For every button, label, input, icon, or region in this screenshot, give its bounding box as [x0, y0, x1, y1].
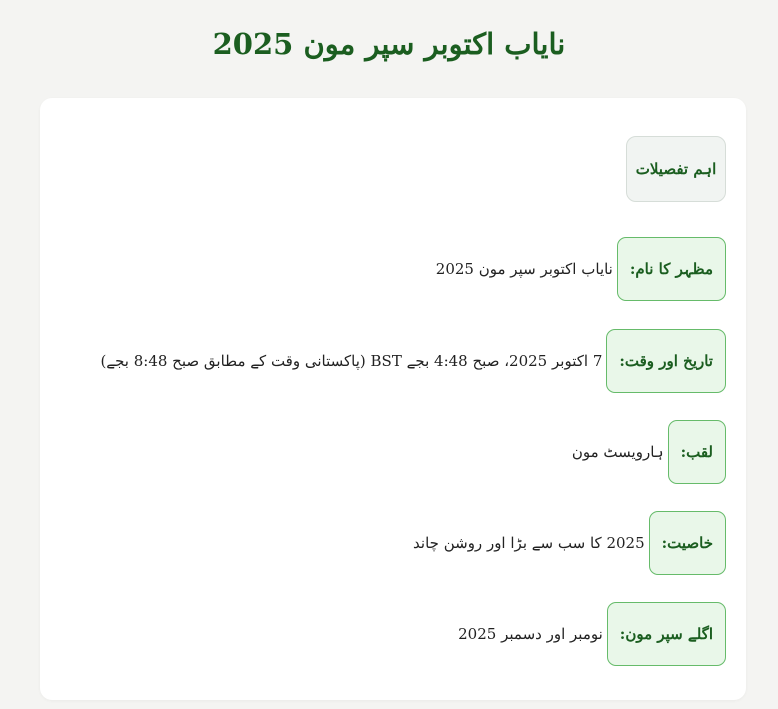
page-title: نایاب اکتوبر سپر مون 2025 — [212, 27, 566, 61]
detail-row-next — [458, 602, 726, 666]
details-card — [40, 98, 746, 700]
detail-row-feature — [413, 511, 726, 575]
detail-row-nickname — [572, 420, 726, 484]
detail-row-datetime — [100, 329, 726, 393]
detail-value: 2025 کا سب سے بڑا اور روشن چاند — [413, 534, 645, 552]
detail-row-name — [436, 237, 726, 301]
section-heading: اہم تفصیلات — [626, 136, 726, 202]
detail-value: 7 اکتوبر 2025، صبح 4:48 بجے BST (پاکستانی وقت کے مطابق صبح 8:48 بجے) — [100, 352, 603, 370]
detail-label: اگلے سپر مون: — [607, 602, 726, 666]
detail-label: تاریخ اور وقت: — [606, 329, 726, 393]
detail-value: ہارویسٹ مون — [571, 443, 664, 461]
detail-label: لقب: — [668, 420, 726, 484]
detail-value: نایاب اکتوبر سپر مون 2025 — [435, 260, 613, 278]
detail-value: نومبر اور دسمبر 2025 — [458, 625, 603, 643]
detail-label: خاصیت: — [649, 511, 726, 575]
detail-label: مظہر کا نام: — [617, 237, 726, 301]
